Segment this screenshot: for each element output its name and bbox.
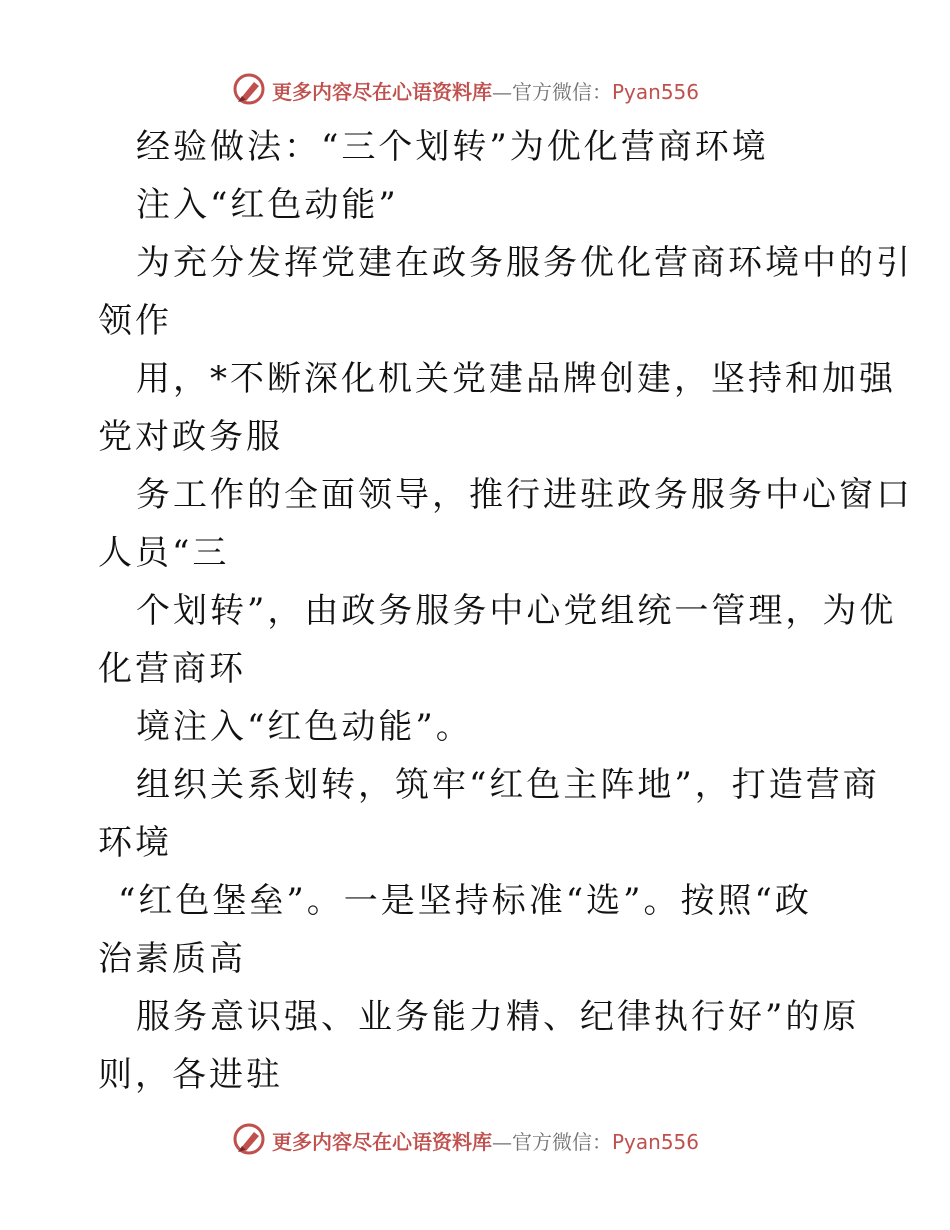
body-line: 化营商环 [98,649,246,689]
body-line: 领作 [98,301,172,341]
body-line: 治素质高 [98,939,246,979]
body-line: “红色堡垒”。一是坚持标准“选”。按照“政 [118,881,812,921]
body-line: 经验做法：“三个划转”为优化营商环境 [136,127,769,167]
banner-library-text: 更多内容尽在心语资料库 [272,1130,492,1154]
banner-wechat-id: Pyan556 [612,80,700,104]
body-line: 为充分发挥党建在政务服务优化营商环境中的引 [136,243,913,283]
banner-wechat-label: —官方微信： [492,1130,612,1154]
body-line: 则，各进驻 [98,1055,283,1095]
body-line: 组织关系划转，筑牢“红色主阵地”，打造营商 [136,765,880,805]
body-line: 用，*不断深化机关党建品牌创建，坚持和加强 [136,359,896,399]
footer-banner [0,1122,950,1162]
banner-library-text: 更多内容尽在心语资料库 [272,80,492,104]
body-line: 环境 [98,823,172,863]
banner-wechat-id: Pyan556 [612,1130,700,1154]
body-line: 注入“红色动能” [136,185,399,225]
banner-text [272,1126,699,1155]
body-line: 务工作的全面领导，推行进驻政务服务中心窗口 [136,475,913,515]
body-line: 党对政务服 [98,417,283,457]
body-line: 人员“三 [98,533,230,573]
body-line: 个划转”，由政务服务中心党组统一管理，为优 [136,591,897,631]
pen-logo-icon [232,1122,266,1156]
body-line: 服务意识强、业务能力精、纪律执行好”的原 [136,997,860,1037]
banner-wechat-label: —官方微信： [492,80,612,104]
body-line: 境注入“红色动能”。 [136,707,473,747]
